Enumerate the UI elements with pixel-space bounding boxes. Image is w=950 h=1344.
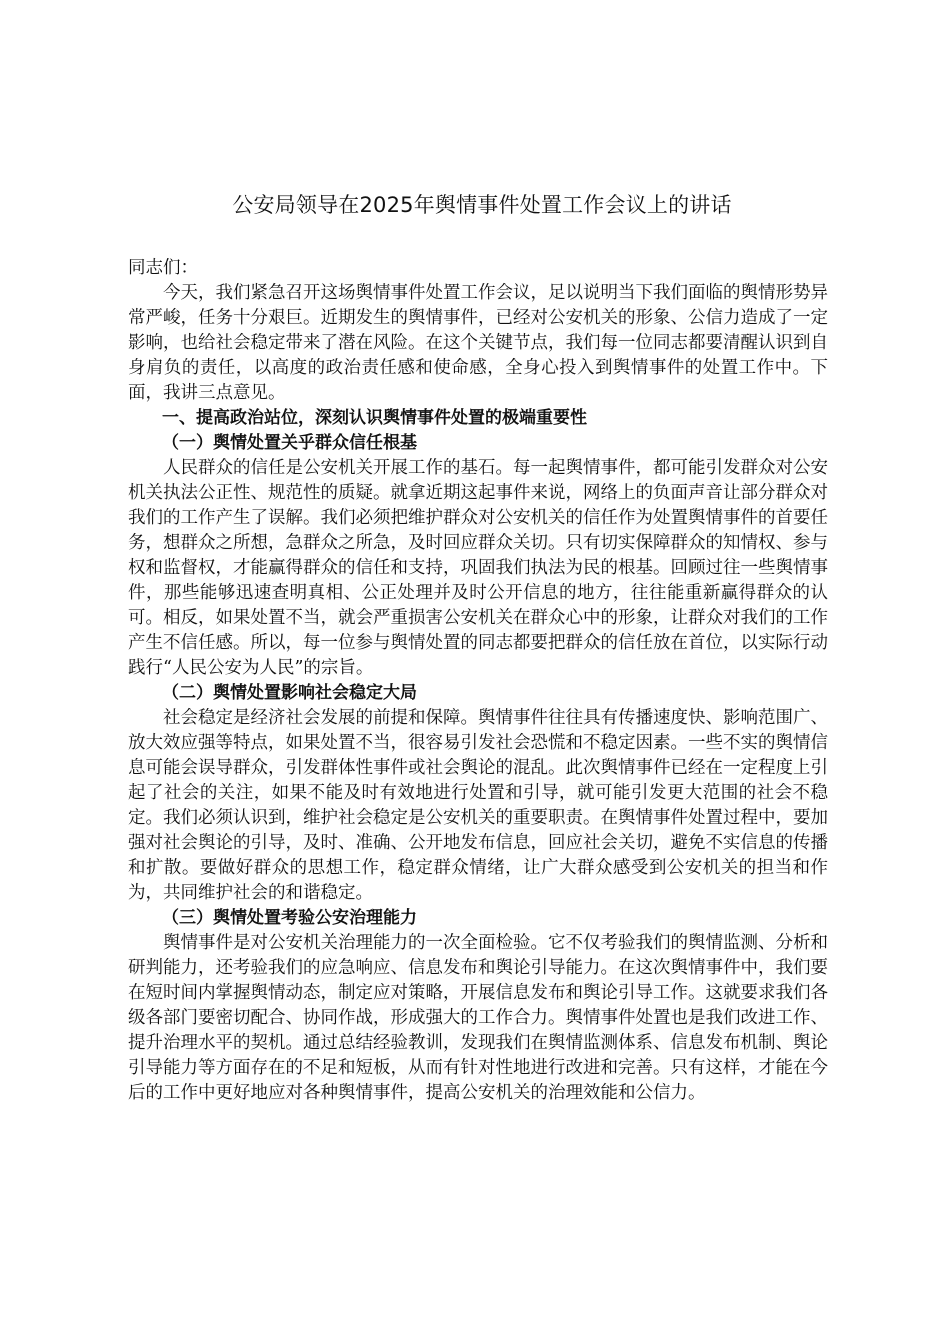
subsection-3-heading: （三）舆情处置考验公安治理能力 xyxy=(162,908,417,928)
subsection-2-heading: （二）舆情处置影响社会稳定大局 xyxy=(162,683,417,703)
section-1-heading: 一、提高政治站位，深刻认识舆情事件处置的极端重要性 xyxy=(162,408,587,428)
subsection-2-paragraph: 社会稳定是经济社会发展的前提和保障。舆情事件往往具有传播速度快、影响范围广、放大效应强等特点，如果处置不当，很容易引发社会恐慌和不稳定因素。一些不实的舆情信息可能会误导群众，引发群体性事件或社会舆论的混乱。此次舆情事件已经在一定程度上引起了社会的关注，如果不能及时有效地进行处置和引导，就可能引发更大范围的社会不稳定。我们必须认识到，维护社会稳定是公安机关的重要职责。在舆情事件处置过程中，要加强对社会舆论的引导，及时、准确、公开地发布信息，回应社会关切，避免不实信息的传播和扩散。要做好群众的思想工作，稳定群众情绪，让广大群众感受到公安机关的担当和作为，共同维护社会的和谐稳定。 xyxy=(128,708,828,903)
subsection-1-paragraph: 人民群众的信任是公安机关开展工作的基石。每一起舆情事件，都可能引发群众对公安机关执法公正性、规范性的质疑。就拿近期这起事件来说，网络上的负面声音让部分群众对我们的工作产生了误解。我们必须把维护群众对公安机关的信任作为处置舆情事件的首要任务，想群众之所想，急群众之所急，及时回应群众关切。只有切实保障群众的知情权、参与权和监督权，才能赢得群众的信任和支持，巩固我们执法为民的根基。回顾过往一些舆情事件，那些能够迅速查明真相、公正处理并及时公开信息的地方，往往能重新赢得群众的认可。相反，如果处置不当，就会严重损害公安机关在群众心中的形象，让群众对我们的工作产生不信任感。所以，每一位参与舆情处置的同志都要把群众的信任放在首位，以实际行动践行“人民公安为人民”的宗旨。 xyxy=(128,458,828,678)
subsection-3-paragraph: 舆情事件是对公安机关治理能力的一次全面检验。它不仅考验我们的舆情监测、分析和研判能力，还考验我们的应急响应、信息发布和舆论引导能力。在这次舆情事件中，我们要在短时间内掌握舆情动态，制定应对策略，开展信息发布和舆论引导工作。这就要求我们各级各部门要密切配合、协同作战，形成强大的工作合力。舆情事件处置也是我们改进工作、提升治理水平的契机。通过总结经验教训，发现我们在舆情监测体系、信息发布机制、舆论引导能力等方面存在的不足和短板，从而有针对性地进行改进和完善。只有这样，才能在今后的工作中更好地应对各种舆情事件，提高公安机关的治理效能和公信力。 xyxy=(128,933,828,1103)
subsection-1-heading: （一）舆情处置关乎群众信任根基 xyxy=(162,433,417,453)
intro-paragraph: 今天，我们紧急召开这场舆情事件处置工作会议，足以说明当下我们面临的舆情形势异常严峻，任务十分艰巨。近期发生的舆情事件，已经对公安机关的形象、公信力造成了一定影响，也给社会稳定带来了潜在风险。在这个关键节点，我们每一位同志都要清醒认识到自身肩负的责任，以高度的政治责任感和使命感，全身心投入到舆情事件的处置工作中。下面，我讲三点意见。 xyxy=(128,283,828,403)
document-body xyxy=(128,190,828,1106)
salutation: 同志们： xyxy=(128,258,198,278)
document-title: 公安局领导在2025年舆情事件处置工作会议上的讲话 xyxy=(232,193,732,217)
